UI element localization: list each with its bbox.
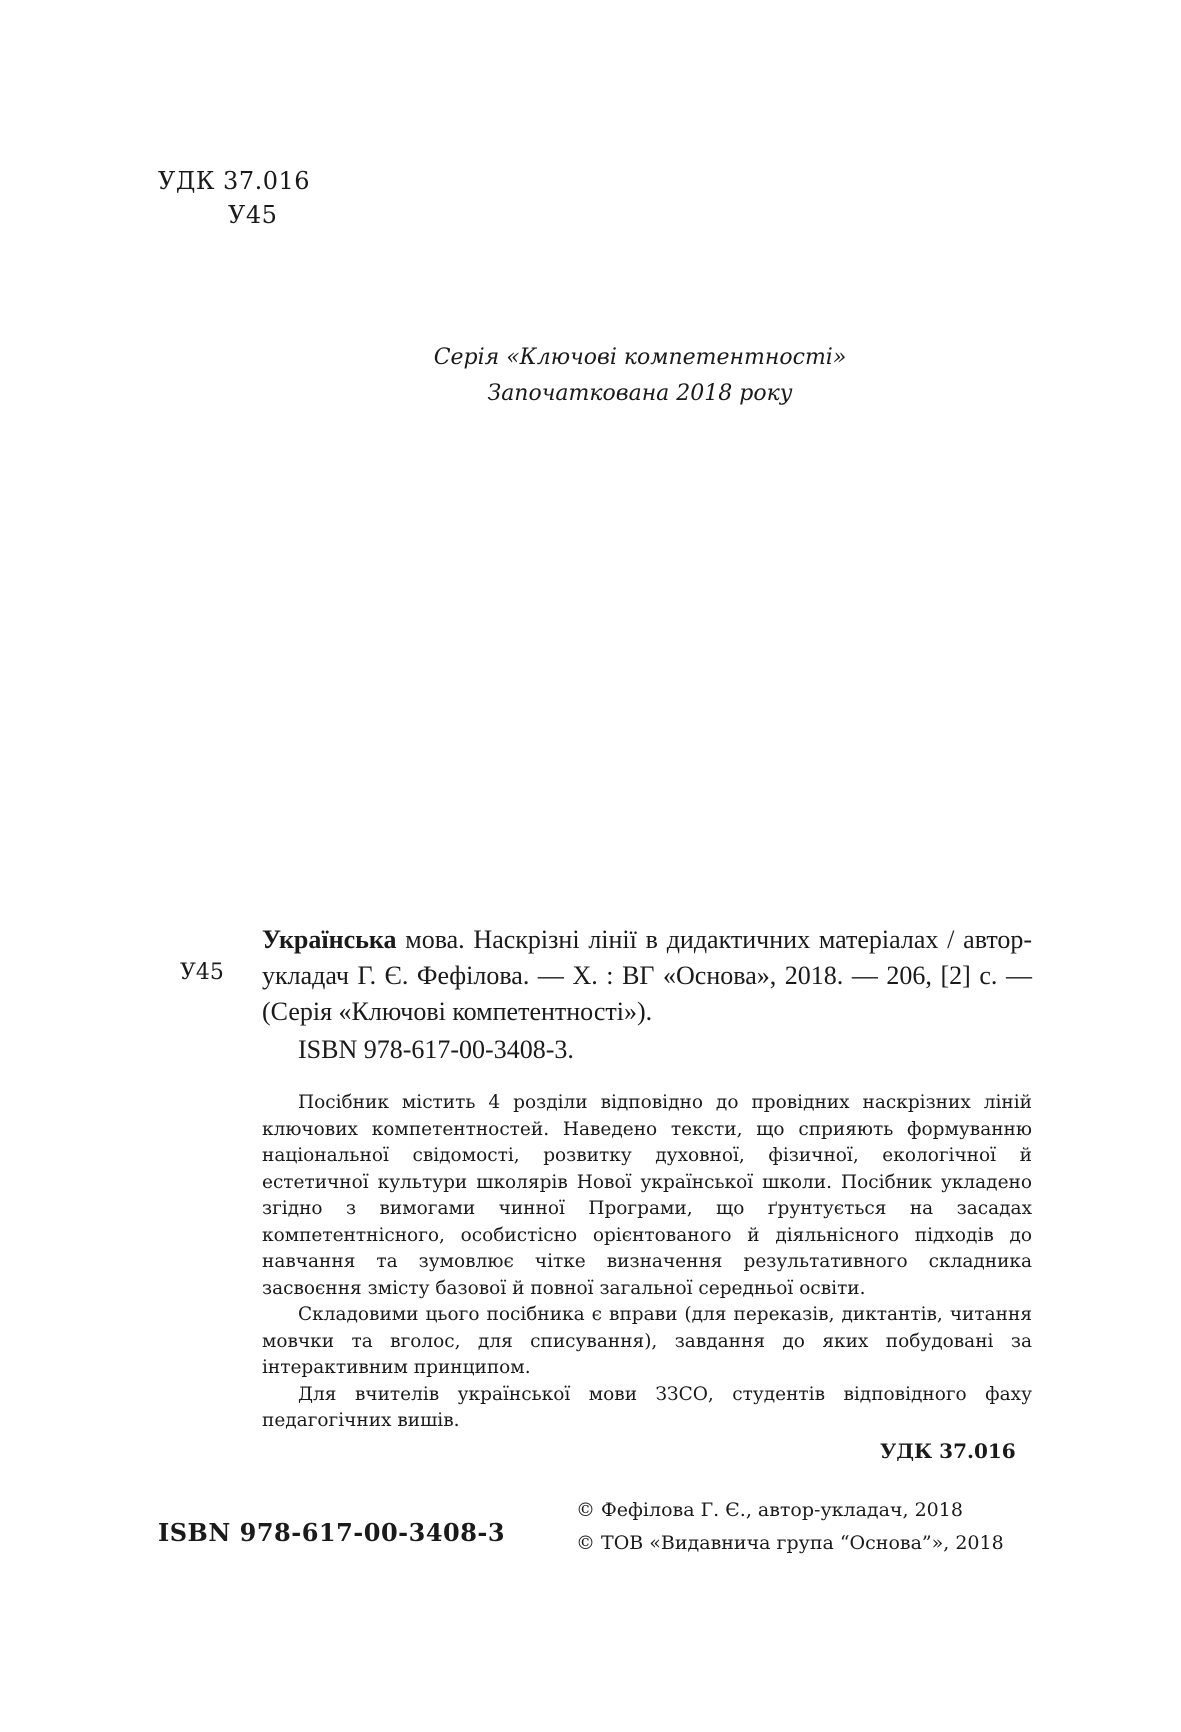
abstract-paragraph: Для вчителів української мови ЗЗСО, студентів відповідного фаху педагогічних вишів. xyxy=(262,1383,1032,1431)
series-founded: Започаткована 2018 року xyxy=(487,381,793,406)
abstract xyxy=(262,1090,1032,1435)
abstract-paragraph: Складовими цього посібника є вправи (для переказів, диктантів, читання мовчки та вголос, для списування), завдання до яких побудовані за інтерактивним принципом. xyxy=(262,1304,1032,1378)
biblio-title-bold: Українська xyxy=(262,925,397,954)
series-title: Серія «Ключові компетентності» xyxy=(433,345,847,370)
biblio-isbn: ISBN 978-617-00-3408-3. xyxy=(298,1035,574,1064)
biblio-text: мова. Наскрізні лінії в дидактичних матеріалах / автор-укладач Г. Є. Фефілова. — Х. : ВГ «Основа», 2018. — 206, [2] с. — (Серія «Ключові компетентності»). xyxy=(262,925,1032,1026)
isbn-footer: ISBN 978-617-00-3408-3 xyxy=(158,1518,506,1547)
udk-header xyxy=(158,164,310,232)
series-block xyxy=(300,340,980,412)
bibliographic-description xyxy=(262,922,1032,1030)
author-mark: У45 xyxy=(228,201,278,229)
copyright-publisher: © ТОВ «Видавнича група “Основа”», 2018 xyxy=(576,1532,1004,1554)
abstract-paragraph: Посібник містить 4 розділи відповідно до провідних наскрізних ліній ключових компетентностей. Наведено тексти, що сприяють формуванню національної свідомості, розвитку духовної, фізичної, екологічної й естетичної культури школярів Нової української школи. Посібник укладено згідно з вимогами чинної Програми, що ґрунтується на засадах компетентнісного, особистісно орієнтованого й діяльнісного підходів до навчання та зумовлює чітке визначення результативного складника засвоєння змісту базової й повної загальної середньої освіти. xyxy=(262,1092,1032,1299)
biblio-author-mark: У45 xyxy=(180,960,224,985)
copyright-author: © Фефілова Г. Є., автор-укладач, 2018 xyxy=(576,1499,963,1521)
copyright-block xyxy=(576,1494,1004,1560)
udk-code: УДК 37.016 xyxy=(158,167,311,195)
udk-footer: УДК 37.016 xyxy=(880,1439,1016,1463)
